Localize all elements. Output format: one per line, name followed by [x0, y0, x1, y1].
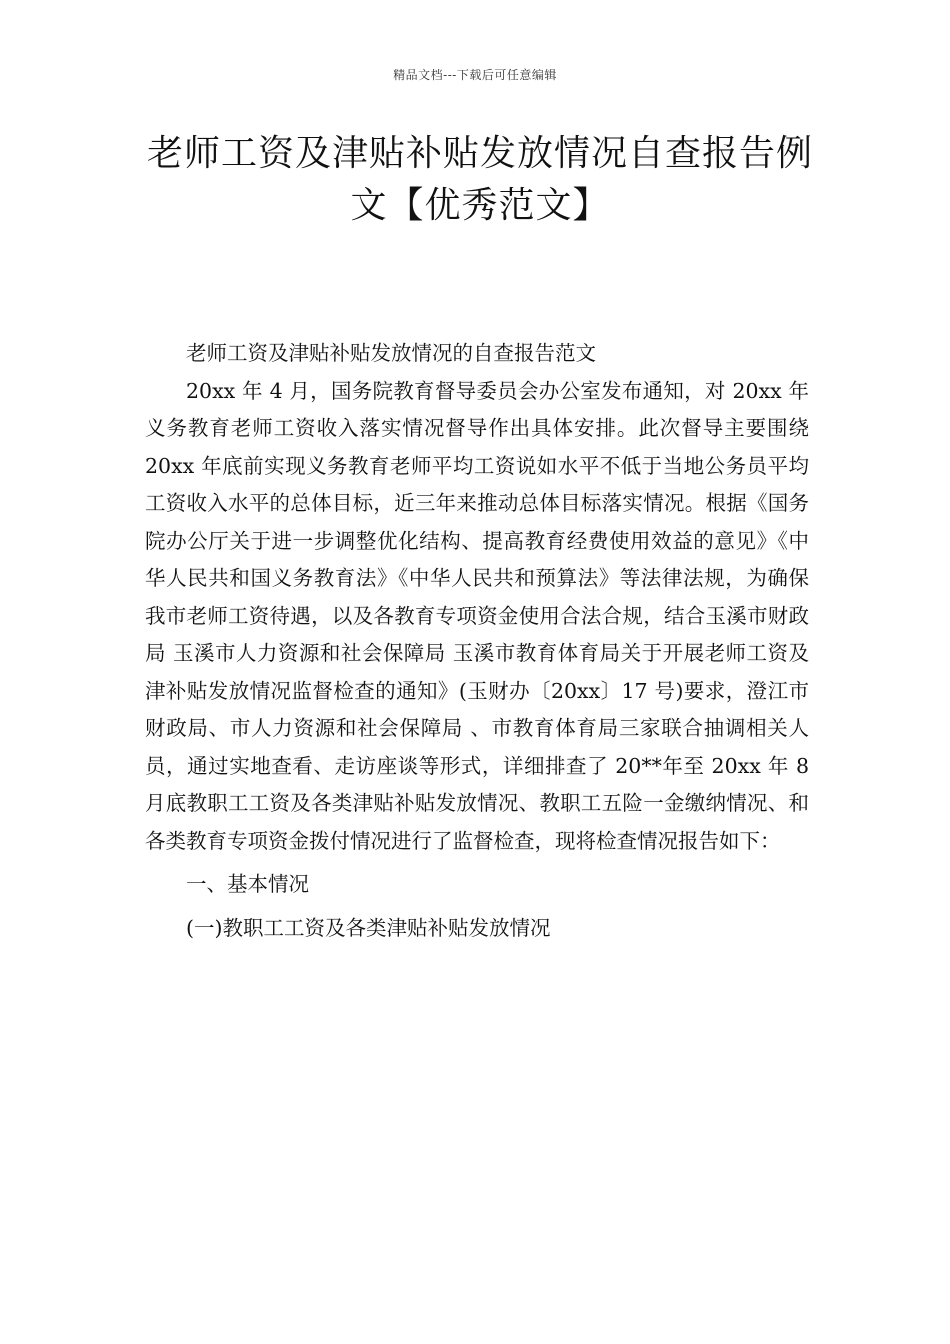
section-heading: 一、基本情况	[186, 872, 309, 896]
document-body	[145, 335, 809, 947]
subsection-heading: (一)教职工工资及各类津贴补贴发放情况	[186, 915, 551, 940]
paragraph-main: 20xx 年 4 月，国务院教育督导委员会办公室发布通知，对 20xx 年义务教育老师工资收入落实情况督导作出具体安排。此次督导主要围绕 20xx 年底前实现义务教育老师平均工资说如水平不低于当地公务员平均工资收入水平的总体目标，近三年来推动总体目标落实情况。根据《国务院办公厅关于进一步调整优化结构、提高教育经费使用效益的意见》《中华人民共和国义务教育法》《中华人民共和预算法》等法律法规，为确保我市老师工资待遇，以及各教育专项资金使用合法合规，结合玉溪市财政局 玉溪市人力资源和社会保障局 玉溪市教育体育局关于开展老师工资及津补贴发放情况监督检查的通知》(玉财办〔20xx〕17 号)要求，澄江市财政局、市人力资源和社会保障局 、市教育体育局三家联合抽调相关人员，通过实地查看、走访座谈等形式，详细排查了 20**年至 20xx 年 8 月底教职工工资及各类津贴补贴发放情况、教职工五险一金缴纳情况、和各类教育专项资金拨付情况进行了监督检查，现将检查情况报告如下：	[145, 378, 809, 853]
document-title: 老师工资及津贴补贴发放情况自查报告例文【优秀范文】	[146, 133, 813, 226]
paragraph-subtitle: 老师工资及津贴补贴发放情况的自查报告范文	[186, 341, 596, 365]
header-note: 精品文档---下载后可任意编辑	[393, 68, 557, 82]
